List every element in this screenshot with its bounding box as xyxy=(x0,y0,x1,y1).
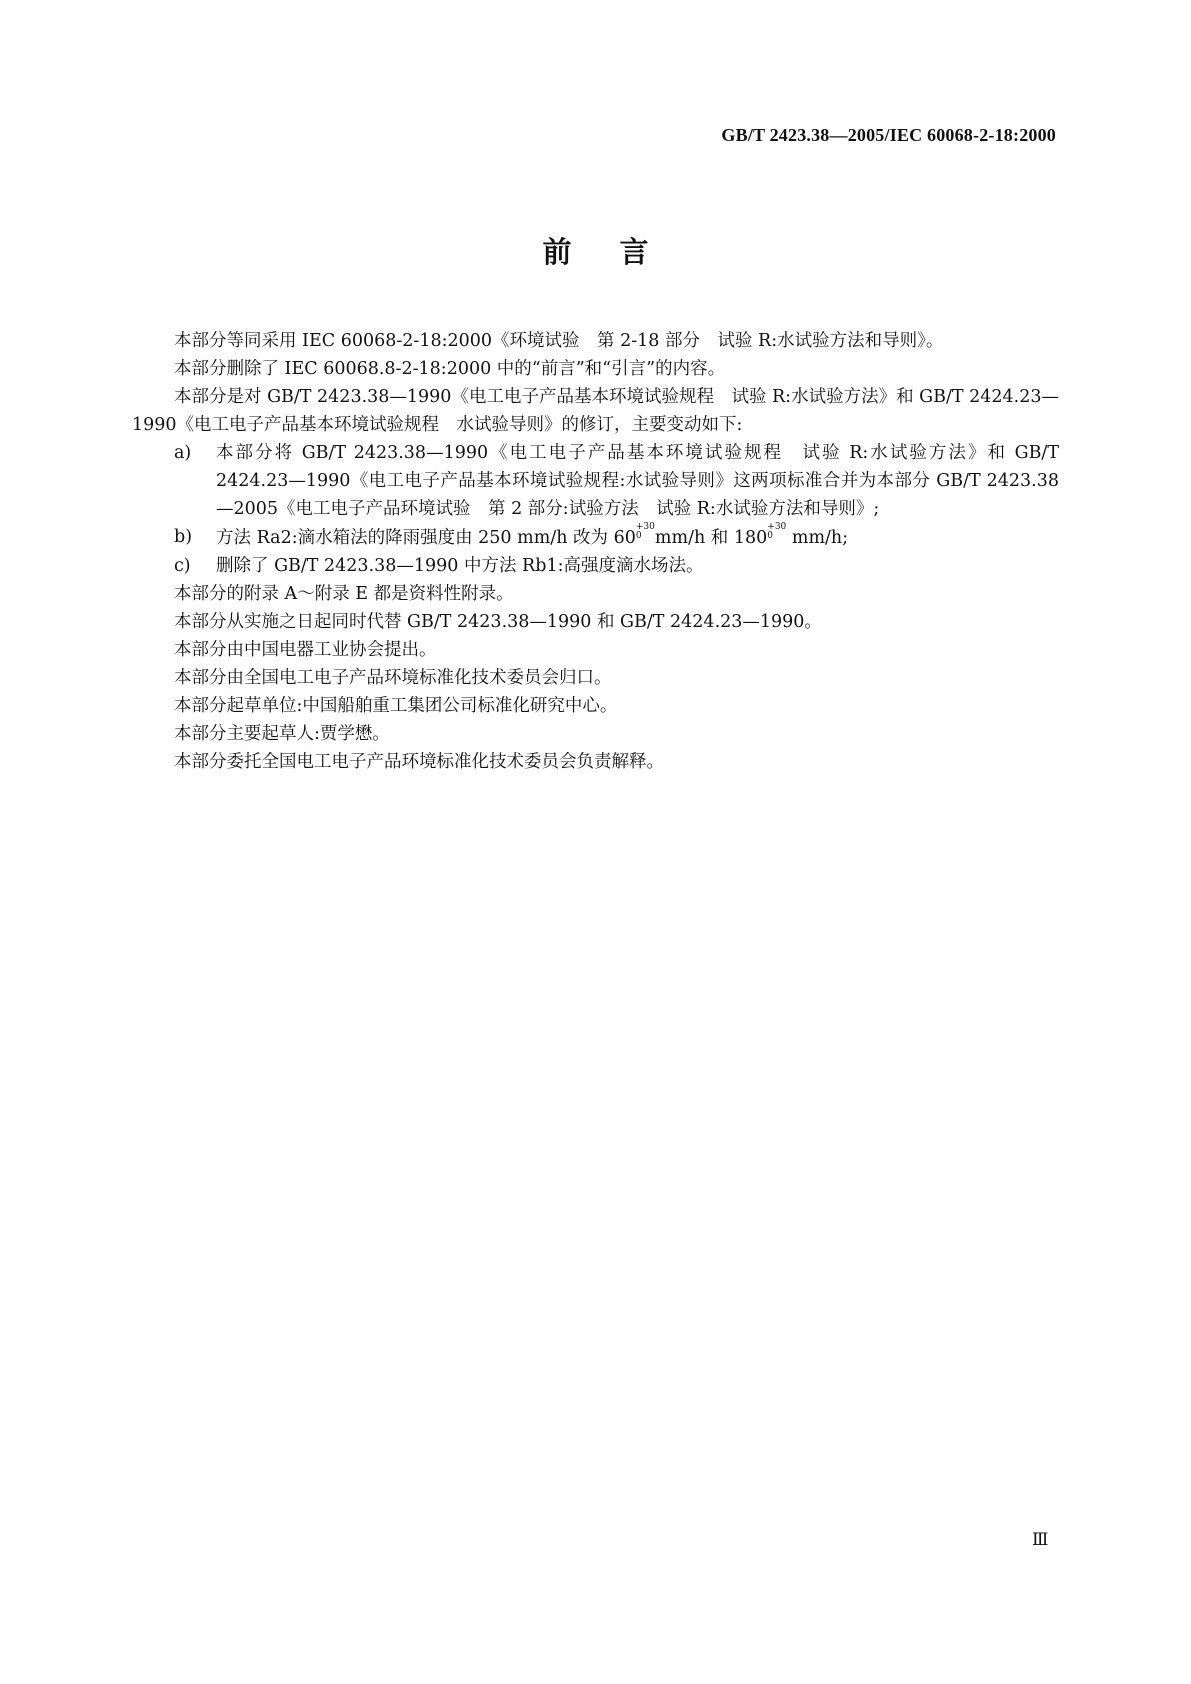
text-segment: mm/h; xyxy=(786,528,849,548)
tolerance-60 xyxy=(636,523,655,541)
paragraph-interpretation: 本部分委托全国电工电子产品环境标准化技术委员会负责解释。 xyxy=(174,752,664,772)
paragraph-adoption: 本部分等同采用 IEC 60068-2-18:2000《环境试验 第 2-18 部分 试验 R:水试验方法和导则》。 xyxy=(174,331,944,351)
paragraph-drafter: 本部分主要起草人:贾学懋。 xyxy=(174,724,390,744)
list-text: 删除了 GB/T 2423.38—1990 中方法 Rb1:高强度滴水场法。 xyxy=(216,556,704,576)
list-text xyxy=(216,523,1059,552)
tolerance-upper: +30 xyxy=(635,522,655,532)
list-item-c xyxy=(132,552,1059,580)
foreword-body xyxy=(132,327,1059,776)
list-text: 本部分将 GB/T 2423.38—1990《电工电子产品基本环境试验规程 试验 R:水试验方法》和 GB/T 2424.23—1990《电工电子产品基本环境试验规程:水试验导则》这两项标准合并为本部分 GB/T 2423.38—2005《电工电子产品环境试验 第 2 部分:试验方法 试验 R:水试验方法和导则》; xyxy=(216,443,1059,519)
list-label: a) xyxy=(174,443,192,463)
paragraph-drafting-unit: 本部分起草单位:中国船舶重工集团公司标准化研究中心。 xyxy=(174,696,618,716)
list-label: b) xyxy=(174,527,193,547)
list-label: c) xyxy=(174,556,191,576)
paragraph-deletion: 本部分删除了 IEC 60068.8-2-18:2000 中的“前言”和“引言”的内容。 xyxy=(174,359,726,379)
tolerance-180 xyxy=(767,523,786,541)
paragraph-proposer: 本部分由中国电器工业协会提出。 xyxy=(174,640,437,660)
text-segment: mm/h 和 180 xyxy=(654,528,768,548)
paragraph-revision: 本部分是对 GB/T 2423.38—1990《电工电子产品基本环境试验规程 试验 R:水试验方法》和 GB/T 2424.23—1990《电工电子产品基本环境试验规程 水试验导则》的修订，主要变动如下: xyxy=(132,387,1059,435)
tolerance-lower: 0 xyxy=(635,531,642,541)
tolerance-lower: 0 xyxy=(767,531,774,541)
page-number: Ⅲ xyxy=(1032,1530,1049,1549)
page-title: 前言 xyxy=(542,235,697,269)
standard-code-header: GB/T 2423.38—2005/IEC 60068-2-18:2000 xyxy=(721,125,1056,145)
paragraph-replacement: 本部分从实施之日起同时代替 GB/T 2423.38—1990 和 GB/T 2424.23—1990。 xyxy=(174,612,822,632)
list-item-a xyxy=(132,439,1059,523)
tolerance-upper: +30 xyxy=(767,522,787,532)
paragraph-committee: 本部分由全国电工电子产品环境标准化技术委员会归口。 xyxy=(174,668,612,688)
paragraph-annex: 本部分的附录 A～附录 E 都是资料性附录。 xyxy=(174,584,514,604)
list-item-b xyxy=(132,523,1059,552)
text-segment: 方法 Ra2:滴水箱法的降雨强度由 250 mm/h 改为 60 xyxy=(216,528,636,548)
